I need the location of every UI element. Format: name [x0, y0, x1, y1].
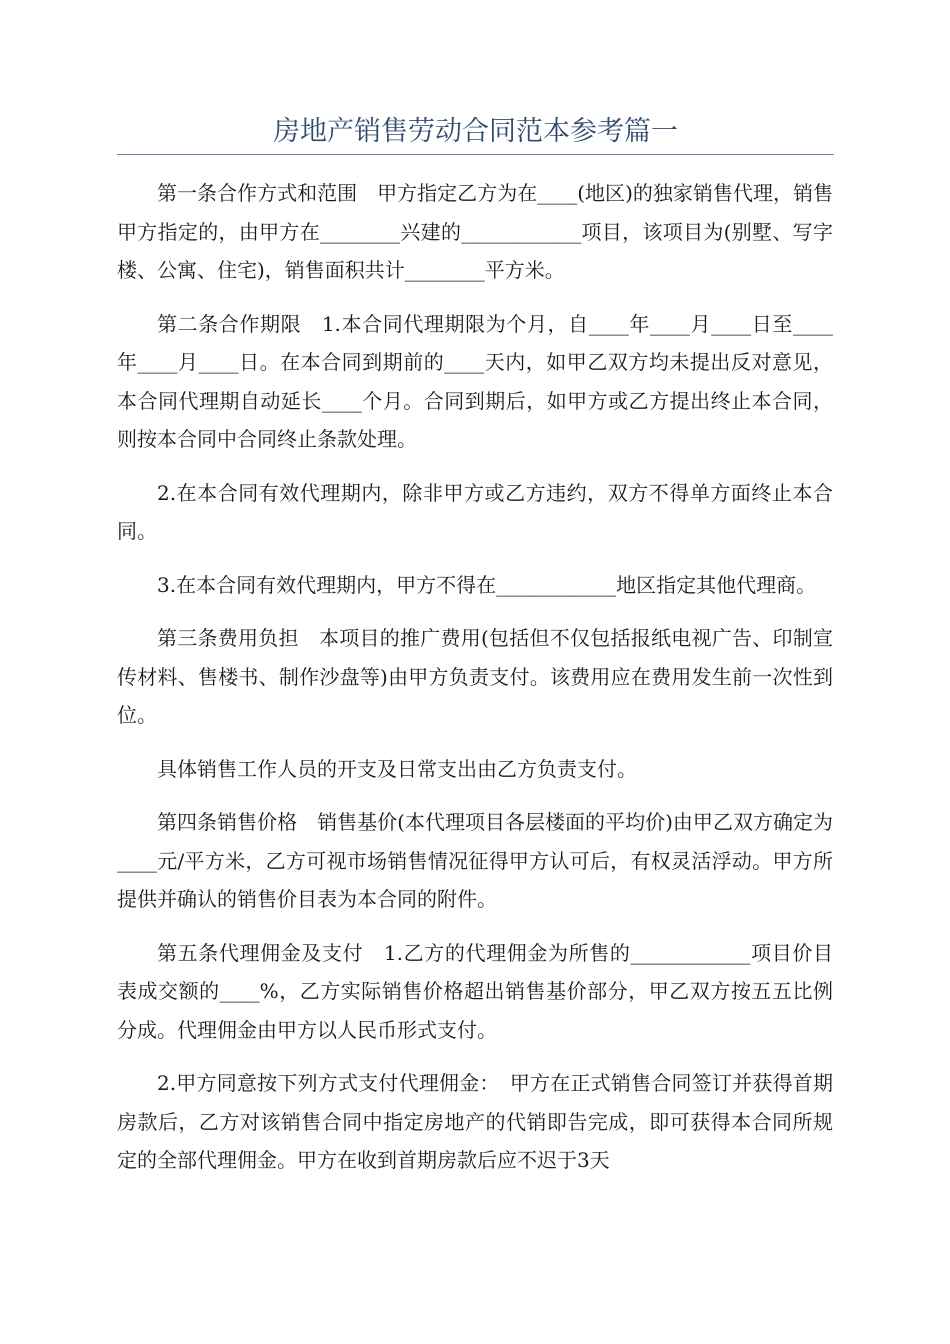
paragraph-article-2-item-2: 2.在本合同有效代理期内，除非甲方或乙方违约，双方不得单方面终止本合同。 — [117, 480, 833, 543]
title-block — [117, 112, 834, 155]
paragraph-article-2-item-3: 3.在本合同有效代理期内，甲方不得在____________地区指定其他代理商。 — [157, 572, 817, 597]
paragraph-article-3-staff: 具体销售工作人员的开支及日常支出由乙方负责支付。 — [157, 756, 637, 781]
paragraph-article-5-item-2: 2.甲方同意按下列方式支付代理佣金： 甲方在正式销售合同签订并获得首期房款后，乙方对该销售合同中指定房地产的代销即告完成，即可获得本合同所规定的全部代理佣金。甲方在收到首期房款后应不迟于3天 — [117, 1071, 833, 1172]
paragraph-article-1: 第一条合作方式和范围 甲方指定乙方为在____(地区)的独家销售代理，销售甲方指定的，由甲方在________兴建的____________项目，该项目为(别墅、写字楼、公寓、住宅)，销售面积共计________平方米。 — [117, 181, 833, 282]
paragraph-article-2: 第二条合作期限 1.本合同代理期限为个月，自____年____月____日至____年____月____日。在本合同到期前的____天内，如甲乙双方均未提出反对意见，本合同代理期自动延长____个月。合同到期后，如甲方或乙方提出终止本合同，则按本合同中合同终止条款处理。 — [117, 311, 833, 451]
document-title: 房地产销售劳动合同范本参考篇一 — [273, 116, 678, 147]
document-body — [117, 174, 833, 1195]
paragraph-article-4: 第四条销售价格 销售基价(本代理项目各层楼面的平均价)由甲乙双方确定为____元/平方米，乙方可视市场销售情况征得甲方认可后，有权灵活浮动。甲方所提供并确认的销售价目表为本合同的附件。 — [117, 810, 833, 911]
paragraph-article-5: 第五条代理佣金及支付 1.乙方的代理佣金为所售的____________项目价目表成交额的____%，乙方实际销售价格超出销售基价部分，甲乙双方按五五比例分成。代理佣金由甲方以人民币形式支付。 — [117, 940, 833, 1042]
title-underline — [117, 154, 834, 155]
paragraph-article-3: 第三条费用负担 本项目的推广费用(包括但不仅包括报纸电视广告、印制宣传材料、售楼书、制作沙盘等)由甲方负责支付。该费用应在费用发生前一次性到位。 — [117, 626, 833, 727]
